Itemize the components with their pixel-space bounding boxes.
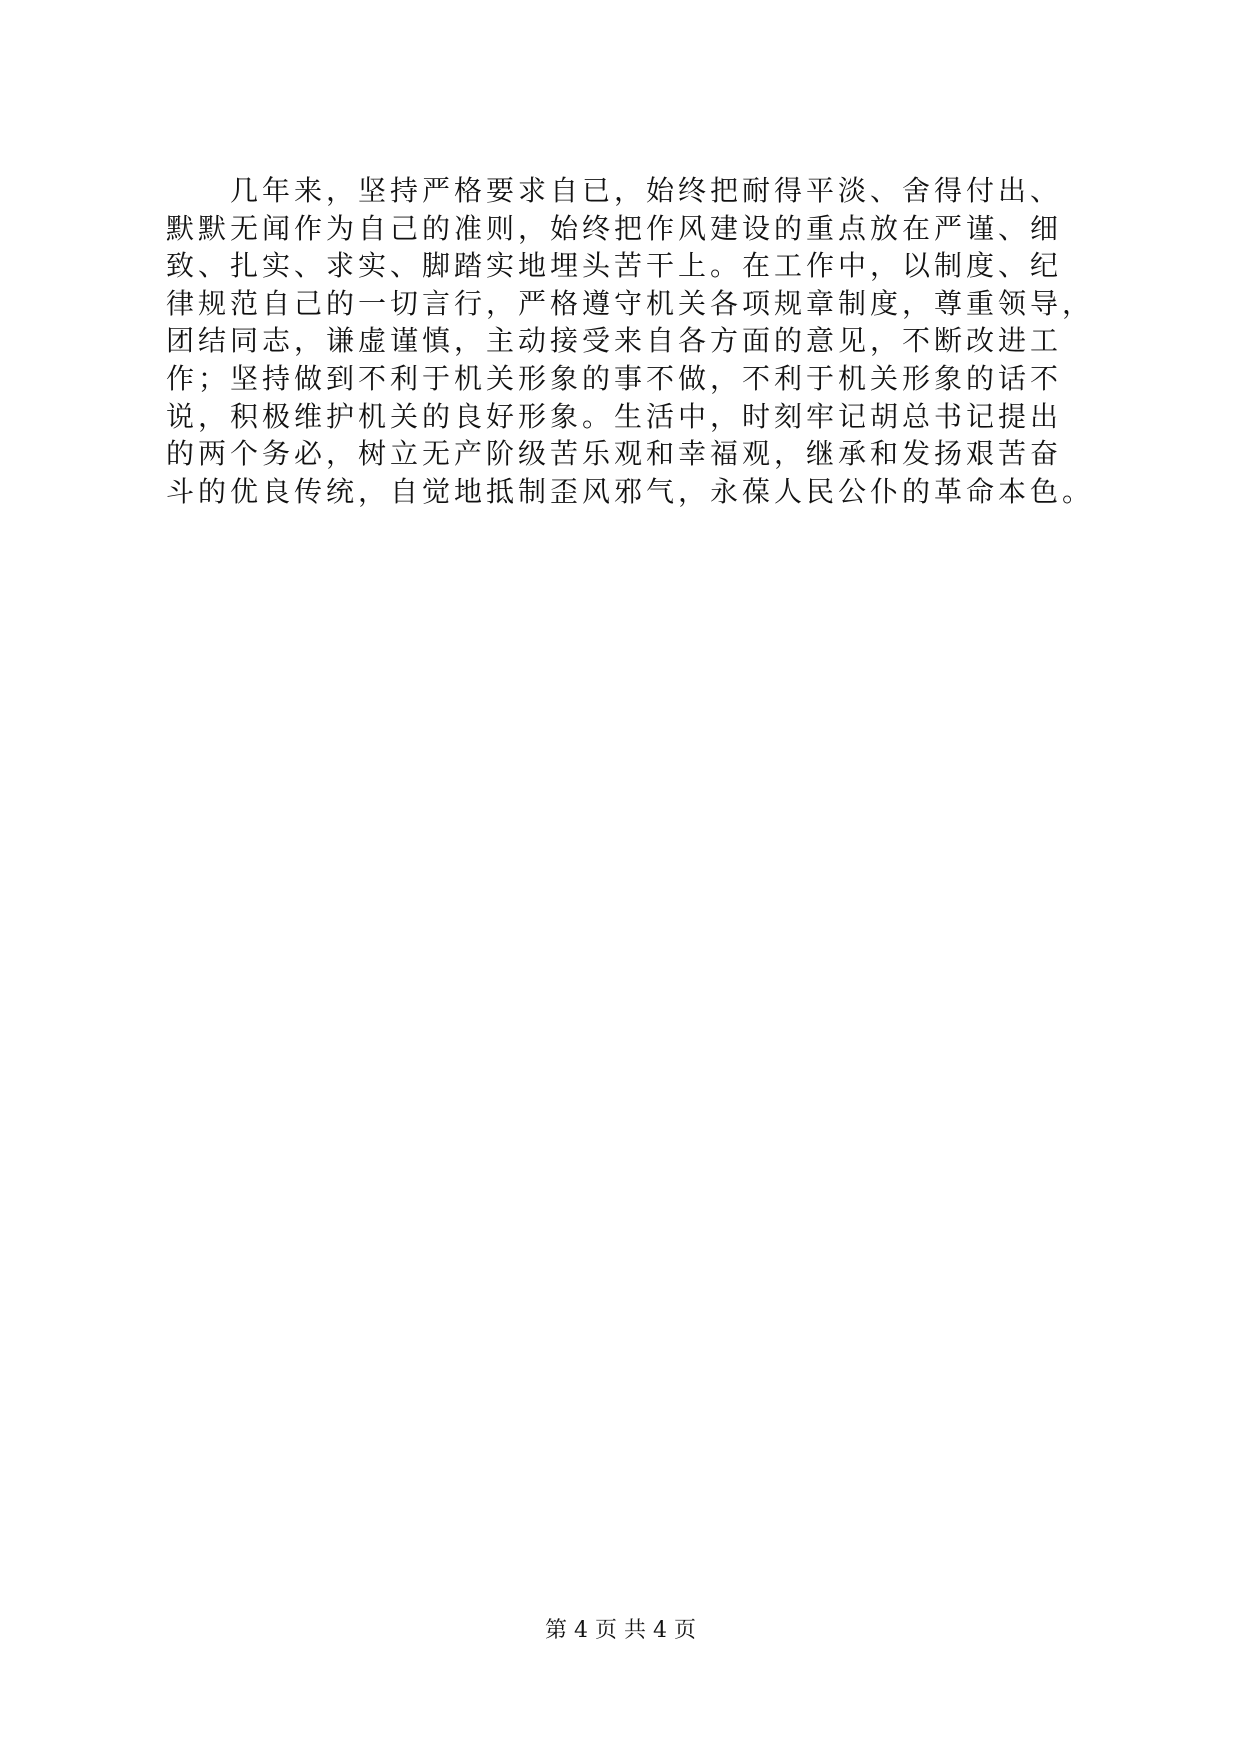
- paragraph-line-1: 几年来，坚持严格要求自已，始终把耐得平淡、舍得付出、: [166, 174, 1063, 207]
- paragraph-line-9: 斗的优良传统，自觉地抵制歪风邪气，永葆人民公仆的革命本色。: [166, 474, 1095, 508]
- body-paragraph: [166, 172, 1095, 510]
- paragraph-line-2: 默默无闻作为自己的准则，始终把作风建设的重点放在严谨、细: [166, 211, 1063, 245]
- paragraph-line-7: 说，积极维护机关的良好形象。生活中，时刻牢记胡总书记提出: [166, 399, 1063, 433]
- paragraph-line-5: 团结同志，谦虚谨慎，主动接受来自各方面的意见，不断改进工: [166, 324, 1063, 358]
- paragraph-line-6: 作；坚持做到不利于机关形象的事不做，不利于机关形象的话不: [166, 361, 1063, 395]
- paragraph-line-8: 的两个务必，树立无产阶级苦乐观和幸福观，继承和发扬艰苦奋: [166, 437, 1063, 471]
- page-number-footer: 第 4 页 共 4 页: [545, 1618, 696, 1643]
- paragraph-line-3: 致、扎实、求实、脚踏实地埋头苦干上。在工作中，以制度、纪: [166, 249, 1063, 283]
- paragraph-line-4: 律规范自己的一切言行，严格遵守机关各项规章制度，尊重领导，: [166, 286, 1095, 320]
